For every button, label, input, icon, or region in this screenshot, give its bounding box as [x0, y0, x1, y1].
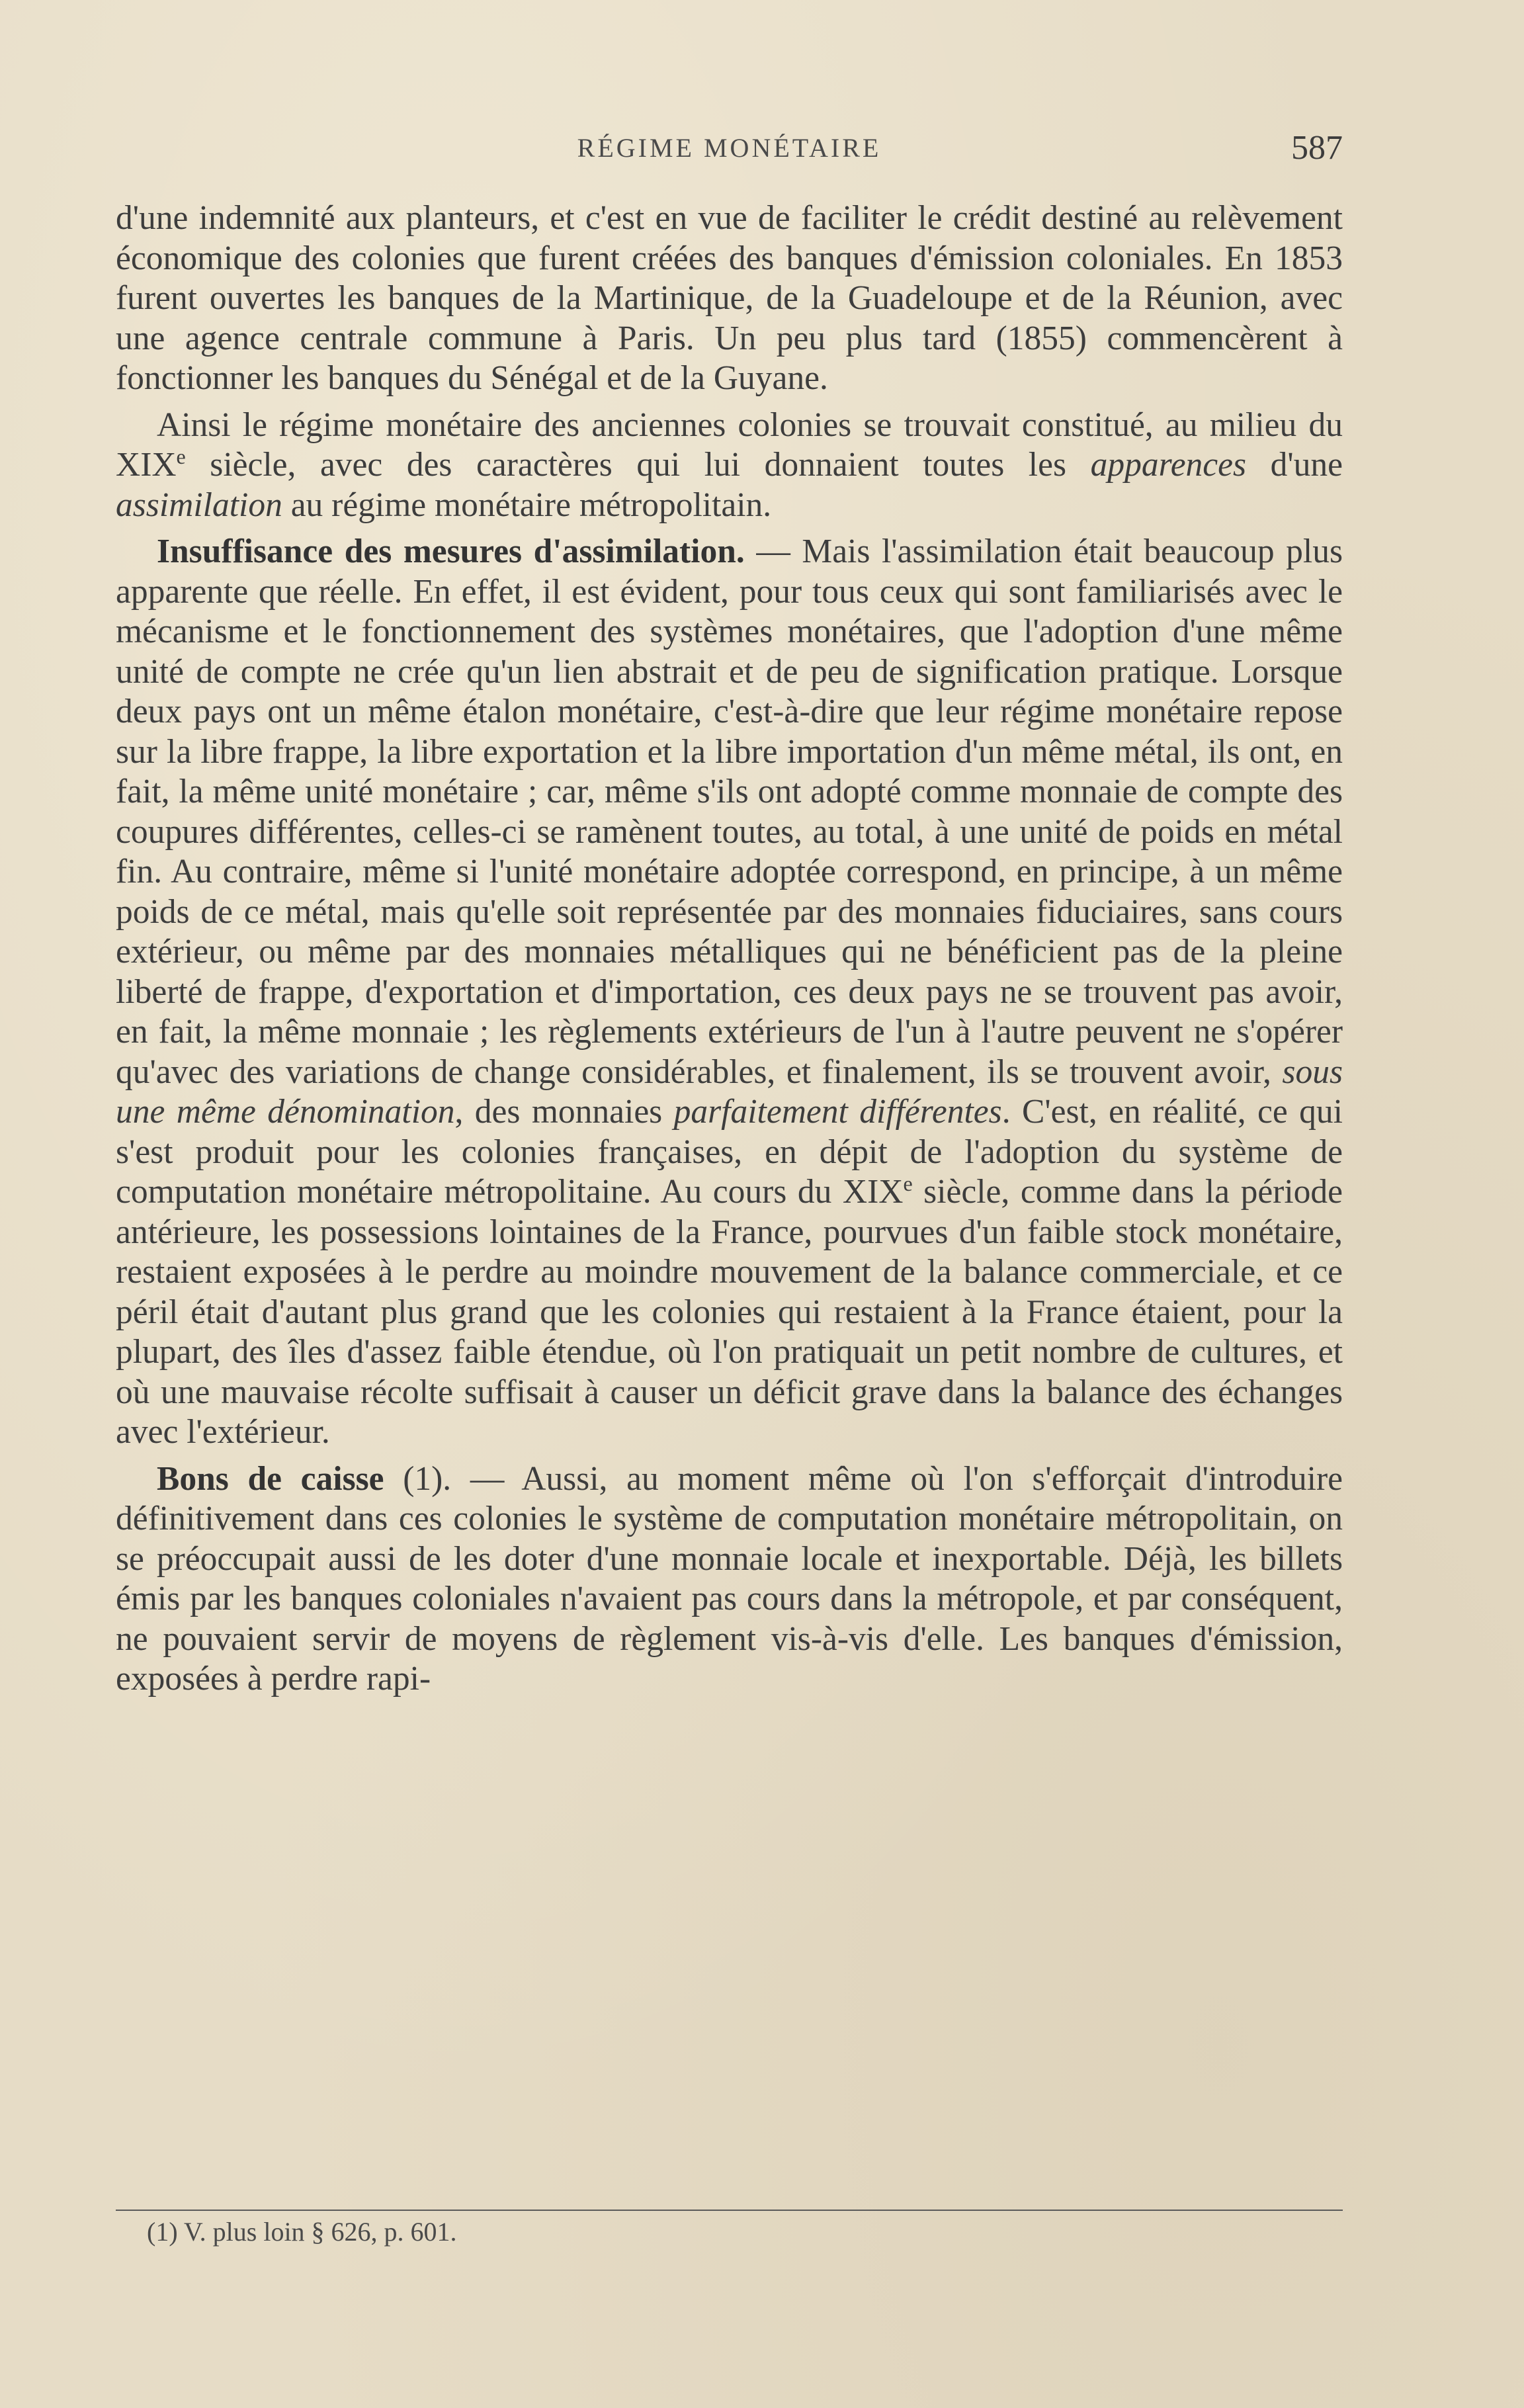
paragraph-1: d'une indemnité aux planteurs, et c'est en vue de faciliter le crédit destiné au relèvement économique des colonies que furent créées des banques d'émission coloniales. En 1853 furent ouvertes les banques de la Martinique, de la Guadeloupe et de la Réunion, avec une agence centrale commune à Paris. Un peu plus tard (1855) commencèrent à fonctionner les banques du Sénégal et de la Guyane.	[116, 199, 1343, 397]
paragraph-2-text-1: Ainsi le régime monétaire des anciennes colonies se trouvait constitué, au milieu du XIX	[116, 406, 1343, 484]
paragraph-4	[116, 1459, 1343, 1699]
section-heading-bons-de-caisse: Bons de caisse	[157, 1459, 384, 1498]
running-title: RÉGIME MONÉTAIRE	[577, 133, 882, 163]
footnote-divider	[116, 2210, 1343, 2211]
italic-apparences: apparences	[1090, 446, 1247, 484]
paragraph-2-text-3: d'une	[1246, 446, 1343, 484]
italic-assimilation: assimilation	[116, 486, 282, 524]
paragraph-3-text-3: . C'est, en réalité, ce qui s'est produit pour les colonies françaises, en dépit de l'adoption du système de computation monétaire métropolitaine. Au cours du XIX	[116, 1093, 1343, 1211]
footnote-reference: (1).	[384, 1459, 452, 1498]
superscript-e: e	[176, 445, 186, 468]
section-heading-insuffisance: Insuffisance des mesures d'assimilation.	[157, 533, 745, 570]
paragraph-3-text-4: siècle, comme dans la période antérieure, les possessions lointaines de la France, pourvues d'un faible stock monétaire, restaient exposées à le perdre au moindre mouvement de la balance commerciale, et ce péril était d'autant plus grand que les colonies qui restaient à la France étaient, pour la plupart, des îles d'assez faible étendue, où l'on pratiquait un petit nombre de cultures, et où une mauvaise récolte suffisait à causer un déficit grave dans la balance des échanges avec l'extérieur.	[116, 1173, 1343, 1451]
body-text	[116, 198, 1343, 1706]
paragraph-3-text-1: — Mais l'assimilation était beaucoup plus apparente que réelle. En effet, il est évident, pour tous ceux qui sont familiarisés avec le mécanisme et le fonctionnement des systèmes monétaires, que l'adoption d'une même unité de compte ne crée qu'un lien abstrait et de peu de signification pratique. Lorsque deux pays ont un même étalon monétaire, c'est-à-dire que leur régime monétaire repose sur la libre frappe, la libre exportation et la libre importation d'un même métal, ils ont, en fait, la même unité monétaire ; car, même s'ils ont adopté comme monnaie de compte des coupures différentes, celles-ci se ramènent toutes, au total, à une unité de poids en métal fin. Au contraire, même si l'unité monétaire adoptée correspond, en principe, à un même poids de ce métal, mais qu'elle soit représentée par des monnaies fiduciaires, sans cours extérieur, ou même par des monnaies métalliques qui ne bénéficient pas de la pleine liberté de frappe, d'exportation et d'importation, ces deux pays ne se trouvent pas avoir, en fait, la même monnaie ; les règlements extérieurs de l'un à l'autre peuvent ne s'opérer qu'avec des variations de change considérables, et finalement, ils se trouvent avoir,	[116, 533, 1343, 1091]
running-head	[116, 129, 1343, 179]
italic-parfaitement-differentes: parfaitement différentes	[673, 1093, 1002, 1131]
page-number: 587	[1291, 129, 1343, 167]
paragraph-2-text-2: siècle, avec des caractères qui lui donnaient toutes les	[185, 446, 1091, 484]
italic-sous-une-meme-denomination: sous une même dénomination	[116, 1053, 1343, 1131]
paragraph-3	[116, 532, 1343, 1453]
paragraph-2-text-4: au régime monétaire métropolitain.	[282, 486, 772, 524]
superscript-e-2: e	[903, 1172, 913, 1195]
paragraph-4-text-1: — Aussi, au moment même où l'on s'efforçait d'introduire définitivement dans ces colonies le système de computation monétaire métropolitain, on se préoccupait aussi de les doter d'une monnaie locale et inexportable. Déjà, les billets émis par les banques coloniales n'avaient pas cours dans la métropole, et par conséquent, ne pouvaient servir de moyens de règlement vis-à-vis d'elle. Les banques d'émission, exposées à perdre rapi-	[116, 1459, 1343, 1698]
paragraph-3-text-2: , des monnaies	[454, 1093, 674, 1131]
footnote: (1) V. plus loin § 626, p. 601.	[147, 2217, 457, 2247]
paragraph-2	[116, 406, 1343, 526]
